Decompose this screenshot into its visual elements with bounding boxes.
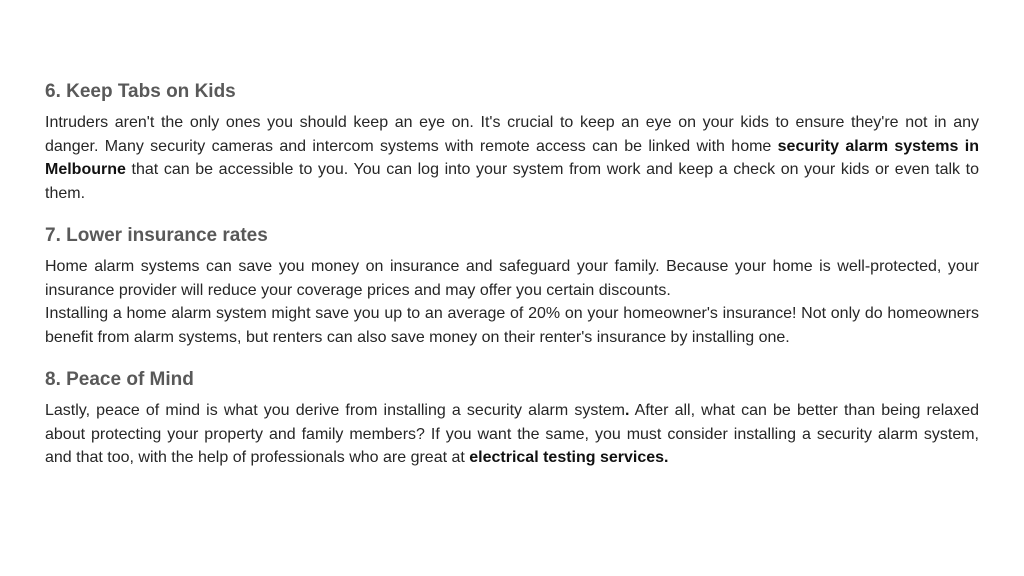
section-lower-insurance-rates xyxy=(45,224,979,349)
paragraph-text: Intruders aren't the only ones you should keep an eye on. It's crucial to keep an eye on your kids to ensure they're not in any danger. Many security cameras and intercom systems with remote access can be linked with home xyxy=(45,114,979,155)
section-heading: 7. Lower insurance rates xyxy=(45,225,268,246)
section-keep-tabs-on-kids xyxy=(45,80,979,205)
paragraph-text: After all, what can be better than being relaxed about protecting your property and family members? If you want the same, you must consider installing a security alarm system, and that too, with the help of professionals who are great at xyxy=(45,402,979,466)
bold-keyword: electrical testing services. xyxy=(469,449,669,466)
section-paragraph xyxy=(45,111,979,205)
paragraph-text: that can be accessible to you. You can log into your system from work and keep a check on your kids or even talk to them. xyxy=(45,161,979,202)
section-paragraph xyxy=(45,399,979,470)
section-paragraph: Installing a home alarm system might save you up to an average of 20% on your homeowner's insurance! Not only do homeowners benefit from alarm systems, but renters can also save money on their renter's insurance by installing one. xyxy=(45,305,979,346)
bold-punctuation: . xyxy=(624,402,630,419)
section-peace-of-mind xyxy=(45,368,979,470)
section-heading: 6. Keep Tabs on Kids xyxy=(45,81,236,102)
paragraph-text: Lastly, peace of mind is what you derive from installing a security alarm system xyxy=(45,402,625,419)
bold-keyword: security alarm systems in Melbourne xyxy=(45,137,979,178)
section-heading: 8. Peace of Mind xyxy=(45,369,194,390)
section-paragraph: Home alarm systems can save you money on insurance and safeguard your family. Because your home is well-protected, your insurance provider will reduce your coverage prices and may offer you certain discounts. xyxy=(45,258,979,299)
